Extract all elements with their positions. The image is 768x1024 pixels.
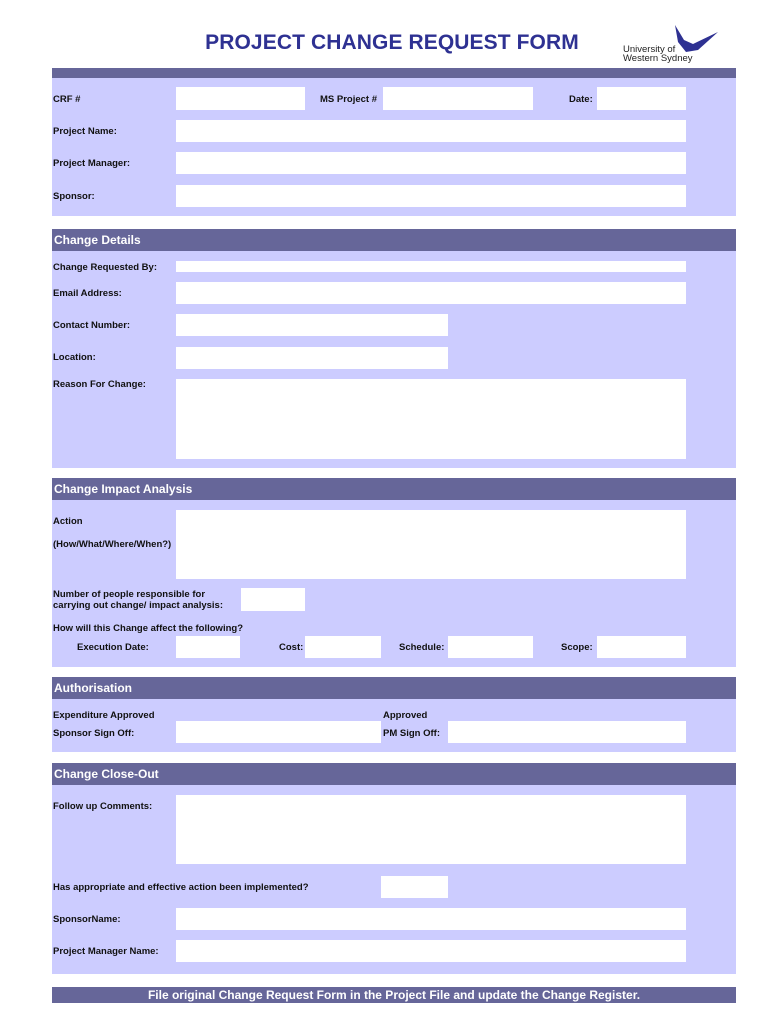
schedule-input[interactable] bbox=[448, 636, 533, 658]
followup-textarea[interactable] bbox=[176, 795, 686, 864]
university-logo bbox=[620, 22, 725, 68]
action-textarea[interactable] bbox=[176, 510, 686, 579]
people-count-input[interactable] bbox=[241, 588, 305, 611]
approved-label: Approved bbox=[383, 710, 428, 721]
logo-line-1: University of bbox=[623, 44, 676, 55]
execution-date-label: Execution Date: bbox=[77, 642, 149, 653]
crf-input[interactable] bbox=[176, 87, 305, 110]
affect-label: How will this Change affect the following? bbox=[53, 623, 243, 634]
date-label: Date: bbox=[569, 94, 593, 105]
email-input[interactable] bbox=[176, 282, 686, 304]
project-manager-input[interactable] bbox=[176, 152, 686, 174]
cost-input[interactable] bbox=[305, 636, 381, 658]
location-input[interactable] bbox=[176, 347, 448, 369]
reason-label: Reason For Change: bbox=[53, 379, 146, 390]
scope-input[interactable] bbox=[597, 636, 686, 658]
project-header-bar bbox=[52, 68, 736, 78]
contact-number-label: Contact Number: bbox=[53, 320, 131, 331]
project-manager-label: Project Manager: bbox=[53, 158, 131, 169]
action-sub-label: (How/What/Where/When?) bbox=[53, 539, 172, 550]
action-implemented-input[interactable] bbox=[381, 876, 448, 898]
authorisation-header: Authorisation bbox=[52, 677, 736, 699]
execution-date-input[interactable] bbox=[176, 636, 240, 658]
project-name-input[interactable] bbox=[176, 120, 686, 142]
action-label: Action bbox=[53, 516, 83, 527]
project-name-label: Project Name: bbox=[53, 126, 117, 137]
date-input[interactable] bbox=[597, 87, 686, 110]
contact-number-input[interactable] bbox=[176, 314, 448, 336]
email-label: Email Address: bbox=[53, 288, 122, 299]
scope-label: Scope: bbox=[561, 642, 593, 653]
crf-label: CRF # bbox=[53, 94, 81, 105]
pm-name-input[interactable] bbox=[176, 940, 686, 962]
sponsor-label: Sponsor: bbox=[53, 191, 95, 202]
sponsor-signoff-input[interactable] bbox=[176, 721, 381, 743]
action-implemented-label: Has appropriate and effective action been implemented? bbox=[53, 882, 309, 893]
expenditure-approved-label: Expenditure Approved bbox=[53, 710, 155, 721]
pm-signoff-input[interactable] bbox=[448, 721, 686, 743]
reason-textarea[interactable] bbox=[176, 379, 686, 459]
location-label: Location: bbox=[53, 352, 96, 363]
sponsor-input[interactable] bbox=[176, 185, 686, 207]
change-details-header: Change Details bbox=[52, 229, 736, 251]
logo-line-2: Western Sydney bbox=[623, 53, 693, 64]
sponsor-signoff-label: Sponsor Sign Off: bbox=[53, 728, 135, 739]
impact-analysis-header: Change Impact Analysis bbox=[52, 478, 736, 500]
ms-project-label: MS Project # bbox=[320, 94, 378, 105]
cost-label: Cost: bbox=[279, 642, 304, 653]
people-label-line-1: Number of people responsible for bbox=[53, 589, 206, 600]
followup-label: Follow up Comments: bbox=[53, 801, 153, 812]
requested-by-input[interactable] bbox=[176, 261, 686, 272]
page-title: PROJECT CHANGE REQUEST FORM bbox=[205, 31, 579, 54]
footer-instruction: File original Change Request Form in the Project File and update the Change Register. bbox=[52, 987, 736, 1003]
sponsor-name-input[interactable] bbox=[176, 908, 686, 930]
requested-by-label: Change Requested By: bbox=[53, 262, 157, 273]
pm-signoff-label: PM Sign Off: bbox=[383, 728, 440, 739]
ms-project-input[interactable] bbox=[383, 87, 533, 110]
sponsor-name-label: SponsorName: bbox=[53, 914, 121, 925]
people-label-line-2: carrying out change/ impact analysis: bbox=[53, 600, 223, 611]
pm-name-label: Project Manager Name: bbox=[53, 946, 159, 957]
schedule-label: Schedule: bbox=[399, 642, 445, 653]
closeout-header: Change Close-Out bbox=[52, 763, 736, 785]
